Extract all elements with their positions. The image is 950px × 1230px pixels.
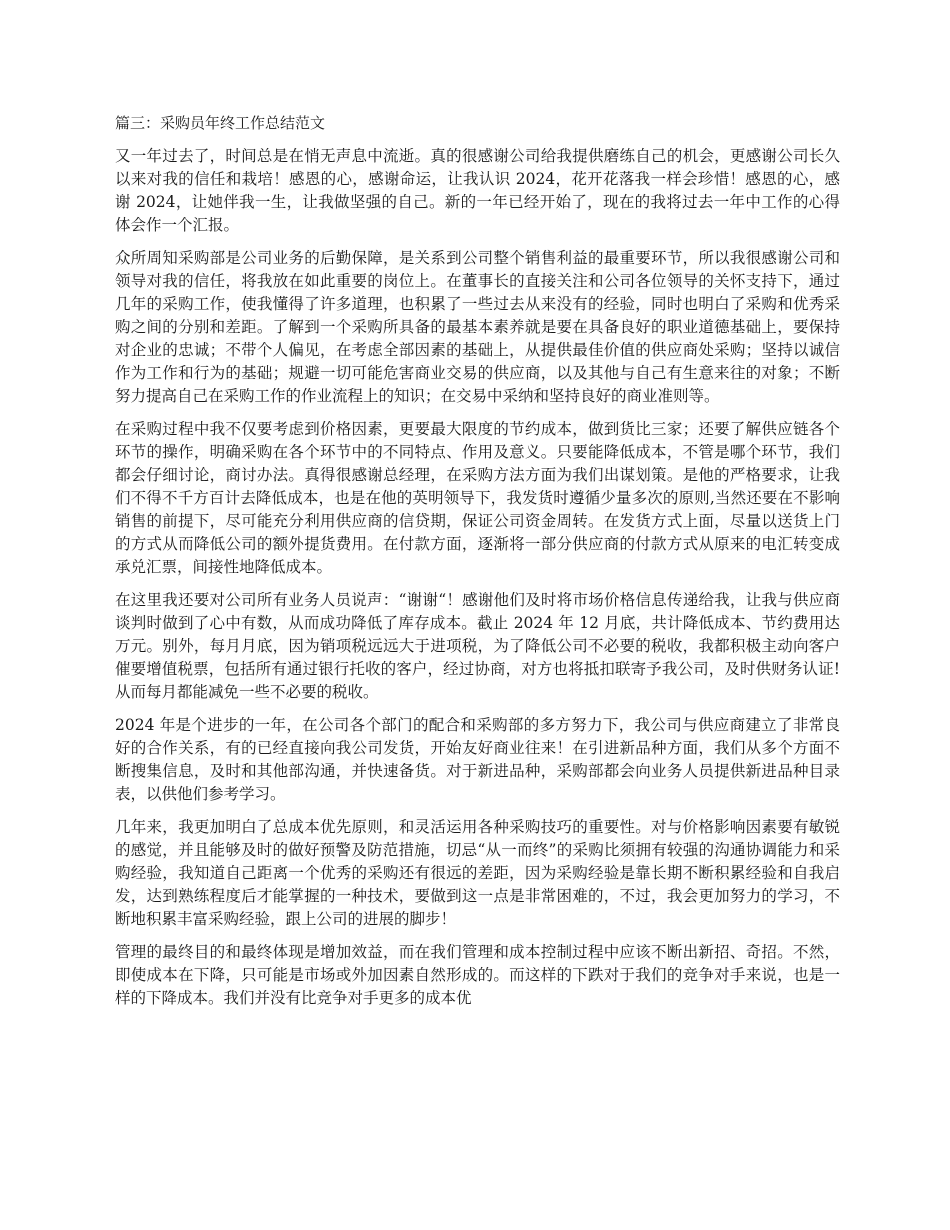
paragraph: 在这里我还要对公司所有业务人员说声：“谢谢“！感谢他们及时将市场价格信息传递给我，让我与供应商谈判时做到了心中有数，从而成功降低了库存成本。截止 2024 年 12 月底，共计降低成本、节约费用达万元。别外，每月月底，因为销项税远远大于进项税，为了降低公司不必要的税收，我都积极主动向客户催要增值税票，包括所有通过银行托收的客户，经过协商，对方也将抵扣联寄予我公司，及时供财务认证!从而每月都能减免一些不必要的税收。 [115, 591, 840, 701]
paragraph: 在采购过程中我不仅要考虑到价格因素，更要最大限度的节约成本，做到货比三家；还要了解供应链各个环节的操作，明确采购在各个环节中的不同特点、作用及意义。只要能降低成本，不管是哪个环节，我们都会仔细讨论，商讨办法。真得很感谢总经理，在采购方法方面为我们出谋划策。是他的严格要求，让我们不得不千方百计去降低成本，也是在他的英明领导下，我发货时遵循少量多次的原则,当然还要在不影响销售的前提下，尽可能充分利用供应商的信贷期，保证公司资金周转。在发货方式上面，尽量以送货上门的方式从而降低公司的额外提货费用。在付款方面，逐渐将一部分供应商的付款方式从原来的电汇转变成承兑汇票，间接性地降低成本。 [115, 420, 840, 576]
document-heading: 篇三：采购员年终工作总结范文 [115, 114, 326, 132]
document-page [115, 112, 840, 1020]
paragraph: 几年来，我更加明白了总成本优先原则，和灵活运用各种采购技巧的重要性。对与价格影响因素要有敏锐的感觉，并且能够及时的做好预警及防范措施，切忌“从一而终”的采购比须拥有较强的沟通协调能力和采购经验，我知道自己距离一个优秀的采购还有很远的差距，因为采购经验是靠长期不断积累经验和自我启发，达到熟练程度后才能掌握的一种技术，要做到这一点是非常困难的，不过，我会更加努力的学习，不断地积累丰富采购经验，跟上公司的进展的脚步！ [115, 818, 840, 928]
paragraph: 众所周知采购部是公司业务的后勤保障，是关系到公司整个销售利益的最重要环节，所以我很感谢公司和领导对我的信任，将我放在如此重要的岗位上。在董事长的直接关注和公司各位领导的关怀支持下，通过几年的采购工作，使我懂得了许多道理，也积累了一些过去从来没有的经验，同时也明白了采购和优秀采购之间的分别和差距。了解到一个采购所具备的最基本素养就是要在具备良好的职业道德基础上，要保持对企业的忠诚；不带个人偏见，在考虑全部因素的基础上，从提供最佳价值的供应商处采购；坚持以诚信作为工作和行为的基础；规避一切可能危害商业交易的供应商，以及其他与自己有生意来往的对象；不断努力提高自己在采购工作的作业流程上的知识；在交易中采纳和坚持良好的商业准则等。 [115, 249, 840, 405]
paragraph: 又一年过去了，时间总是在悄无声息中流逝。真的很感谢公司给我提供磨练自己的机会，更感谢公司长久以来对我的信任和栽培！感恩的心，感谢命运，让我认识 2024，花开花落我一样会珍惜！感恩的心，感谢 2024，让她伴我一生，让我做坚强的自己。新的一年已经开始了，现在的我将过去一年中工作的心得体会作一个汇报。 [115, 147, 840, 234]
paragraph: 2024 年是个进步的一年，在公司各个部门的配合和采购部的多方努力下，我公司与供应商建立了非常良好的合作关系，有的已经直接向我公司发货，开始友好商业往来！在引进新品种方面，我们从多个方面不断搜集信息，及时和其他部沟通，并快速备货。对于新进品种，采购部都会向业务人员提供新进品种目录表，以供他们参考学习。 [115, 716, 840, 803]
paragraph: 管理的最终目的和最终体现是增加效益，而在我们管理和成本控制过程中应该不断出新招、奇招。不然，即使成本在下降，只可能是市场或外加因素自然形成的。而这样的下跌对于我们的竞争对手来说，也是一样的下降成本。我们并没有比竞争对手更多的成本优 [115, 943, 840, 1007]
